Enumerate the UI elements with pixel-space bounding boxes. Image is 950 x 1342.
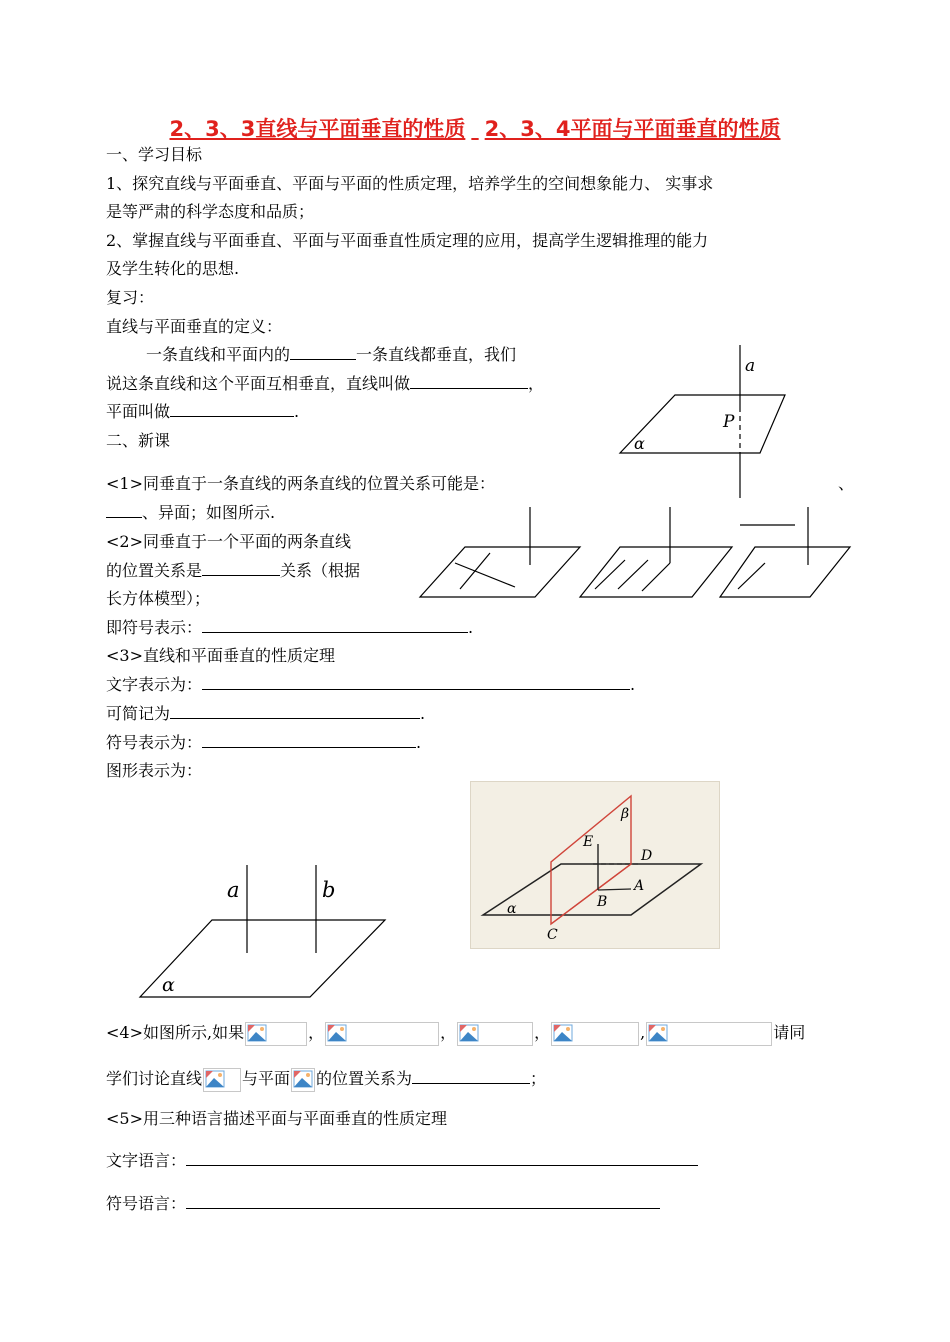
title-part-2: 2、3、4平面与平面垂直的性质 (484, 117, 781, 141)
image-icon (459, 1024, 479, 1042)
definition-text: 说这条直线和这个平面互相垂直，直线叫做 (106, 374, 411, 393)
question-3-text-blank[interactable] (202, 675, 630, 690)
goal-1-line-a: 1、探究直线与平面垂直、平面与平面的性质定理，培养学生的空间想象能力、 实事求 (106, 174, 714, 193)
text-language-label: 文字语言： (106, 1151, 187, 1170)
goal-2-line-a: 2、掌握直线与平面垂直、平面与平面垂直性质定理的应用，提高学生逻辑推理的能力 (106, 231, 709, 250)
broken-image-placeholder (203, 1068, 241, 1092)
question-1-separator: 、 (838, 474, 855, 493)
question-2-symbol-label: 即符号表示： (106, 618, 203, 637)
section-heading-goals: 一、学习目标 (106, 145, 203, 164)
image-icon (648, 1024, 668, 1042)
question-4-text: <4>如图所示,如果 (106, 1023, 245, 1042)
question-3-symbol-label: 符号表示为： (106, 733, 203, 752)
image-icon (293, 1070, 313, 1088)
broken-image-placeholder (457, 1022, 533, 1046)
text-language-line (106, 1151, 698, 1171)
question-3-symbol-blank[interactable] (202, 733, 416, 748)
plane-parallel-lines (580, 507, 732, 597)
broken-image-placeholder (646, 1022, 772, 1046)
label-b: b (322, 878, 336, 902)
definition-blank-1[interactable] (290, 345, 356, 360)
label-beta: β (621, 806, 630, 822)
figure-three-planes (420, 505, 850, 605)
question-3-short-line (106, 704, 425, 724)
question-4-text: 学们讨论直线 (106, 1069, 203, 1088)
label-a: a (227, 878, 240, 902)
question-4-text: 的位置关系为 (316, 1069, 413, 1088)
question-3-graph-label: 图形表示为： (106, 761, 203, 780)
symbol-language-label: 符号语言： (106, 1194, 187, 1213)
question-1-line-a: <1>同垂直于一条直线的两条直线的位置关系可能是： (106, 474, 495, 493)
line-BA (598, 889, 631, 890)
question-4-text: 请同 (773, 1023, 806, 1042)
goal-1-line-b: 是等严肃的科学态度和品质； (106, 202, 315, 221)
definition-heading: 直线与平面垂直的定义： (106, 317, 283, 336)
question-2-line-a: <2>同垂直于一个平面的两条直线 (106, 532, 351, 551)
question-2-blank[interactable] (202, 561, 280, 576)
broken-image-placeholder (245, 1022, 307, 1046)
comma: ， (440, 1023, 457, 1042)
label-alpha: α (507, 901, 517, 917)
comma: , (640, 1023, 646, 1042)
title-part-1: 2、3、3直线与平面垂直的性质 (169, 117, 466, 141)
figure-perpendicular-planes-photo (470, 781, 720, 949)
text-language-blank[interactable] (186, 1151, 698, 1166)
plane-beta (551, 796, 631, 924)
label-alpha: α (162, 974, 175, 996)
definition-line-1 (146, 345, 516, 365)
image-icon (247, 1024, 267, 1042)
label-a: a (745, 356, 756, 376)
question-3-period: . (630, 675, 636, 694)
definition-text: 平面叫做 (106, 402, 171, 421)
question-3-period: . (420, 704, 426, 723)
label-A: A (634, 878, 645, 894)
goal-2-line-b: 及学生转化的思想. (106, 259, 240, 278)
question-2-text: 的位置关系是 (106, 561, 203, 580)
question-3-period: . (416, 733, 422, 752)
question-3-short-blank[interactable] (170, 704, 420, 719)
question-2-period: . (468, 618, 474, 637)
comma: ， (534, 1023, 551, 1042)
question-4-blank[interactable] (412, 1069, 530, 1084)
definition-blank-3[interactable] (170, 402, 294, 417)
review-heading: 复习： (106, 288, 155, 307)
question-3-text-line (106, 675, 635, 695)
question-2-symbol-blank[interactable] (202, 618, 468, 633)
broken-image-placeholder (325, 1022, 439, 1046)
broken-image-placeholder (291, 1068, 315, 1092)
plane-intersecting-lines (420, 507, 580, 597)
image-icon (327, 1024, 347, 1042)
definition-text: ， (528, 374, 545, 393)
question-2-text: 关系（根据 (280, 561, 361, 580)
question-4-text: ； (530, 1069, 547, 1088)
broken-image-placeholder (551, 1022, 639, 1046)
question-3-heading: <3>直线和平面垂直的性质定理 (106, 646, 335, 665)
question-1-text: 、异面；如图所示. (142, 503, 276, 522)
section-heading-new-lesson: 二、新课 (106, 431, 171, 450)
figure-two-perpendicular-lines (140, 865, 390, 1000)
question-3-text-label: 文字表示为： (106, 675, 203, 694)
label-C: C (547, 927, 558, 943)
image-icon (553, 1024, 573, 1042)
question-3-short-label: 可简记为 (106, 704, 171, 723)
question-4-text: 与平面 (242, 1069, 291, 1088)
page-title (0, 113, 950, 143)
label-B: B (597, 894, 608, 910)
plane-alpha (140, 920, 385, 997)
definition-text: 一条直线和平面内的 (146, 345, 291, 364)
symbol-language-blank[interactable] (186, 1194, 660, 1209)
label-D: D (641, 848, 653, 864)
image-icon (205, 1070, 225, 1088)
question-2-line-c: 长方体模型）； (106, 589, 211, 608)
label-P: P (723, 412, 735, 432)
question-1-blank[interactable] (106, 503, 142, 518)
question-3-symbol-line (106, 733, 421, 753)
plane-skew-lines (720, 507, 850, 597)
question-2-line-b (106, 561, 360, 581)
label-E: E (583, 834, 594, 850)
definition-text: 一条直线都垂直，我们 (356, 345, 517, 364)
definition-blank-2[interactable] (410, 374, 528, 389)
question-1-line-b (106, 503, 275, 523)
label-alpha: α (634, 434, 645, 453)
question-2-line-d (106, 618, 473, 638)
figure-line-perpendicular-plane (620, 345, 785, 500)
question-5-heading: <5>用三种语言描述平面与平面垂直的性质定理 (106, 1109, 447, 1128)
definition-text: . (294, 402, 300, 421)
question-4-line-b (106, 1066, 546, 1092)
definition-line-2 (106, 374, 544, 394)
definition-line-3 (106, 402, 299, 422)
comma: ， (308, 1023, 325, 1042)
symbol-language-line (106, 1194, 660, 1214)
question-4-line-a (106, 1020, 805, 1046)
